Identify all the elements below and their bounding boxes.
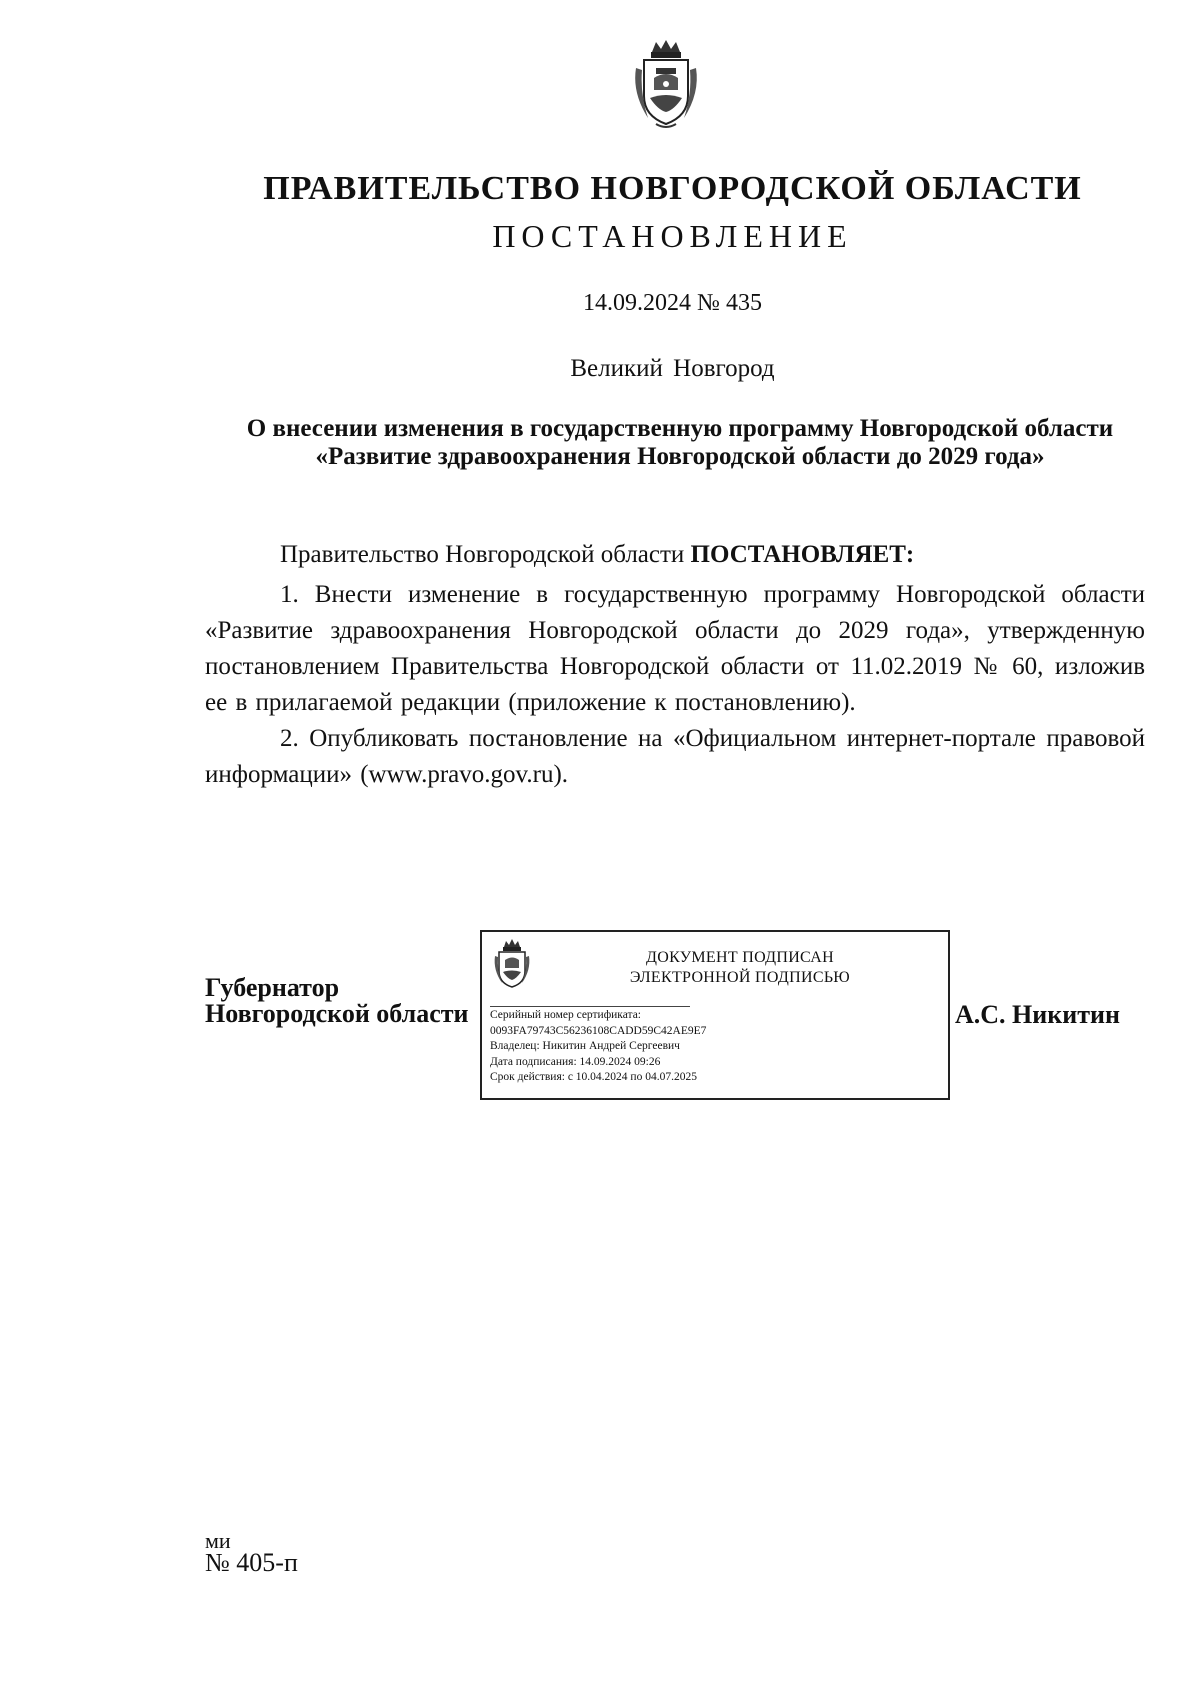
stamp-cert-number: 0093FA79743C56236108CADD59C42AE9E7 [490, 1024, 707, 1037]
stamp-divider [490, 1006, 690, 1007]
document-subject [205, 415, 1155, 471]
signatory-title-line-1: Губернатор [205, 973, 340, 1002]
document-reference [205, 1528, 298, 1577]
intro-text: Правительство Новгородской области [280, 541, 691, 568]
document-date-number: 14.09.2024 № 435 [583, 290, 762, 316]
document-city: Великий Новгород [570, 355, 775, 382]
signatory-name: А.С. Никитин [955, 1000, 1120, 1029]
subject-line-1: О внесении изменения в государственную программу Новгородской области [246, 415, 1114, 442]
stamp-heading-line-1: ДОКУМЕНТ ПОДПИСАН [646, 949, 834, 966]
stamp-validity: Срок действия: с 10.04.2024 по 04.07.2025 [490, 1071, 697, 1083]
resolution-intro [205, 537, 1145, 573]
government-title: ПРАВИТЕЛЬСТВО НОВГОРОДСКОЙ ОБЛАСТИ [263, 170, 1082, 207]
stamp-heading-line-2: ЭЛЕКТРОННОЙ ПОДПИСЬЮ [629, 969, 851, 986]
signatory-title [205, 975, 469, 1027]
stamp-coat-of-arms-icon [492, 938, 532, 990]
paragraph-1: 1. Внести изменение в государственную программу Новгородской области «Развитие здравоохранения Новгородской области до 2029 года», утвержденную постановлением Правительства Новгородской области от 11.02.2019 № 60, изложив ее в прилагаемой редакции (приложение к постановлению). [205, 581, 1145, 716]
paragraph-2: 2. Опубликовать постановление на «Официальном интернет-портале правовой информации» (www.pravo.gov.ru). [205, 725, 1145, 788]
stamp-cert-label: Серийный номер сертификата: [490, 1009, 641, 1021]
electronic-signature-stamp [480, 930, 950, 1100]
document-body [205, 537, 1145, 793]
stamp-heading [542, 948, 938, 988]
stamp-sign-date: Дата подписания: 14.09.2024 09:26 [490, 1055, 661, 1068]
subject-line-2: «Развитие здравоохранения Новгородской области до 2029 года» [315, 443, 1045, 470]
stamp-details [490, 1008, 706, 1086]
stamp-owner: Владелец: Никитин Андрей Сергеевич [490, 1040, 680, 1052]
executor-initials: ми [205, 1528, 231, 1553]
intro-bold: ПОСТАНОВЛЯЕТ: [690, 541, 915, 568]
document-type: ПОСТАНОВЛЕНИЕ [492, 218, 853, 254]
signatory-title-line-2: Новгородской области [205, 999, 469, 1028]
reference-number: № 405-п [205, 1548, 298, 1577]
coat-of-arms-icon [630, 38, 702, 130]
